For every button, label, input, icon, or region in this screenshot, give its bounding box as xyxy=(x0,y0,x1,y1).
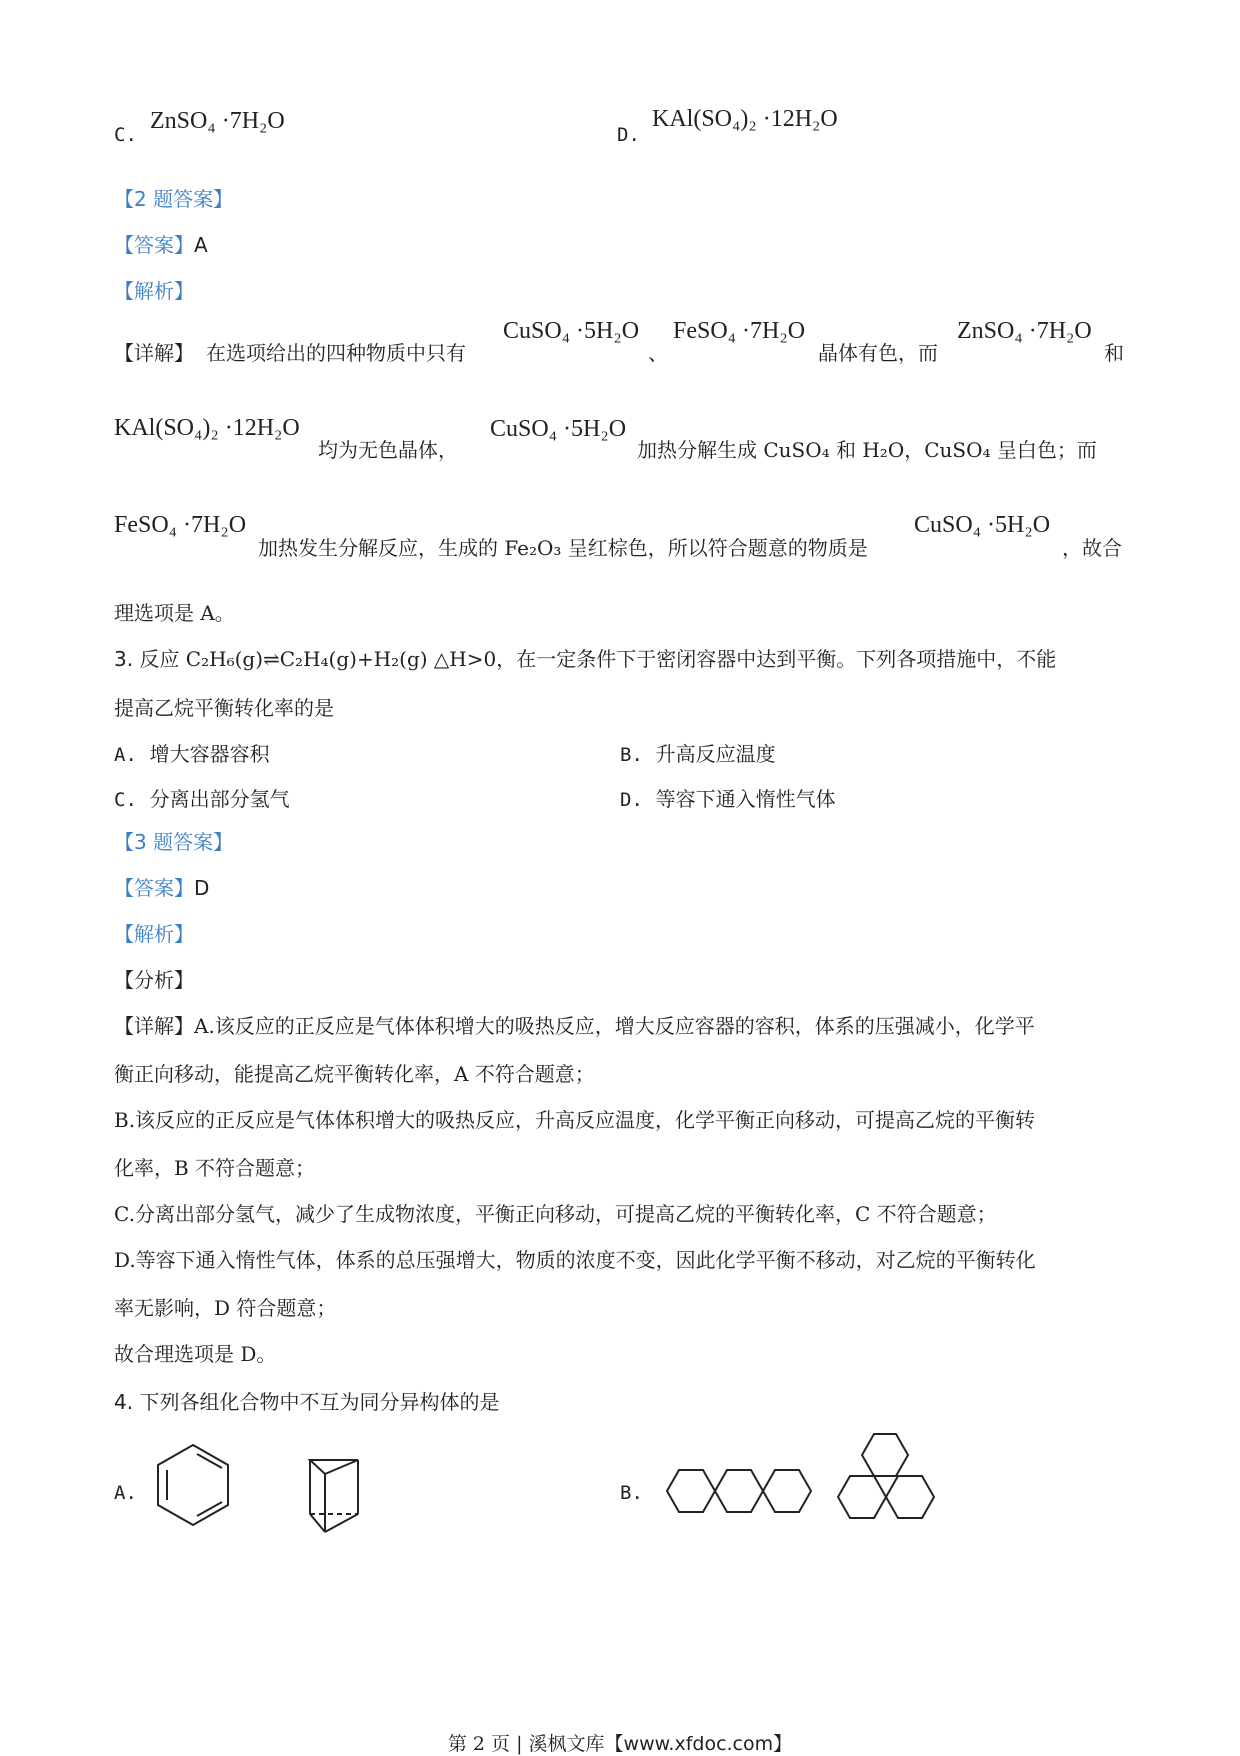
q2-answer-line xyxy=(114,229,208,258)
q2-detail-text-6: 加热发生分解反应，生成的 Fe₂O₃ 呈红棕色，所以符合题意的物质是 xyxy=(258,536,868,560)
formula-feso4: FeSO₄ ·7H₂O xyxy=(673,318,806,344)
q4-option-b-structures xyxy=(660,1430,950,1540)
benzene-structure xyxy=(158,1445,228,1525)
q4-option-a-label: A. xyxy=(114,1482,137,1504)
q4-option-b-label: B. xyxy=(620,1482,643,1504)
option-c-formula: ZnSO₄ ·7H₂O xyxy=(150,108,285,134)
q3-stem-line-1 xyxy=(114,643,1056,672)
page-number: 第 2 页 xyxy=(447,1733,511,1755)
q3-detail-c: C.分离出部分氢气，减少了生成物浓度，平衡正向移动，可提高乙烷的平衡转化率，C 不符合题意； xyxy=(114,1202,997,1226)
answer-value: A xyxy=(194,233,208,257)
q3-number: 3. xyxy=(114,647,134,671)
q2-detail-text-7: ，故合 xyxy=(1062,536,1122,560)
q3-detail-d-2: 率无影响，D 符合题意； xyxy=(114,1296,337,1320)
detail-tag: 【详解】 xyxy=(114,1014,194,1038)
option-label: D. xyxy=(620,789,643,811)
option-label: B. xyxy=(620,744,643,766)
q2-detail-tag: 【详解】 xyxy=(114,341,194,365)
formula-kal: KAl(SO₄)₂ ·12H₂O xyxy=(114,415,300,441)
q2-detail-text-5: 加热分解生成 CuSO₄ 和 H₂O，CuSO₄ 呈白色；而 xyxy=(637,438,1097,462)
formula-cuso4: CuSO₄ ·5H₂O xyxy=(503,318,640,344)
q3-option-c xyxy=(114,783,290,812)
q2-detail-text-8: 理选项是 A。 xyxy=(114,601,235,625)
q3-stem-line-2: 提高乙烷平衡转化率的是 xyxy=(114,696,334,720)
option-c-label: C. xyxy=(114,124,137,146)
option-text: 分离出部分氢气 xyxy=(149,787,290,811)
q3-answer-line xyxy=(114,872,209,901)
option-text: 增大容器容积 xyxy=(149,742,270,766)
q3-answer-header: 【3 题答案】 xyxy=(114,830,234,854)
answer-tag: 【答案】 xyxy=(114,876,194,900)
q2-detail-text-4: 均为无色晶体， xyxy=(318,438,458,462)
q3-option-a xyxy=(114,738,270,767)
option-text: 升高反应温度 xyxy=(655,742,776,766)
q3-option-d xyxy=(620,783,836,812)
q2-detail-text-1: 在选项给出的四种物质中只有 xyxy=(206,341,466,365)
q3-option-b xyxy=(620,738,776,767)
q3-detail-b-1: B.该反应的正反应是气体体积增大的吸热反应，升高反应温度，化学平衡正向移动，可提高乙烷的平衡转 xyxy=(114,1108,1036,1132)
answer-tag: 【答案】 xyxy=(114,233,194,257)
answer-value: D xyxy=(194,876,210,900)
site-url[interactable]: 【www.xfdoc.com】 xyxy=(604,1733,793,1755)
q4-option-a-structures xyxy=(150,1440,370,1540)
option-d-formula: KAl(SO₄)₂ ·12H₂O xyxy=(652,106,838,132)
q3-detail-a-2: 衡正向移动，能提高乙烷平衡转化率，A 不符合题意； xyxy=(114,1062,595,1086)
q3-stem: 反应 C₂H₆(g)⇌C₂H₄(g)+H₂(g) △H>0，在一定条件下于密闭容器中达到平衡。下列各项措施中，不能 xyxy=(139,647,1057,671)
q3-detail-b-2: 化率，B 不符合题意； xyxy=(114,1156,316,1180)
footer-separator: | xyxy=(510,1733,529,1755)
q3-detail-d-1: D.等容下通入惰性气体，体系的总压强增大，物质的浓度不变，因此化学平衡不移动，对乙烷的平衡转化 xyxy=(114,1248,1036,1272)
option-label: A. xyxy=(114,744,137,766)
page-footer xyxy=(0,1729,1240,1756)
formula-cuso4-b: CuSO₄ ·5H₂O xyxy=(490,416,627,442)
q2-analysis-tag: 【解析】 xyxy=(114,279,194,303)
q4-stem xyxy=(114,1386,499,1415)
formula-znso4: ZnSO₄ ·7H₂O xyxy=(957,318,1092,344)
formula-cuso4-c: CuSO₄ ·5H₂O xyxy=(914,512,1051,538)
q3-conclusion: 故合理选项是 D。 xyxy=(114,1342,277,1366)
q4-stem-text: 下列各组化合物中不互为同分异构体的是 xyxy=(139,1390,500,1414)
option-text: 等容下通入惰性气体 xyxy=(655,787,836,811)
q3-detail-a-1 xyxy=(114,1010,1035,1039)
option-label: C. xyxy=(114,789,137,811)
q3-analysis-tag: 【解析】 xyxy=(114,922,194,946)
q4-number: 4. xyxy=(114,1390,134,1414)
q2-detail-text-3: 和 xyxy=(1104,341,1124,365)
linear-tricyclic-structure xyxy=(667,1470,811,1512)
q2-answer-header: 【2 题答案】 xyxy=(114,187,234,211)
q2-detail-text-2: 晶体有色，而 xyxy=(818,341,938,365)
site-name: 溪枫文库 xyxy=(528,1733,605,1755)
formula-feso4-b: FeSO₄ ·7H₂O xyxy=(114,512,247,538)
angular-tricyclic-structure xyxy=(838,1434,934,1518)
separator: 、 xyxy=(648,341,668,365)
q3-fenxi-tag: 【分析】 xyxy=(114,968,194,992)
option-d-label: D. xyxy=(617,124,640,146)
prismane-structure xyxy=(310,1460,358,1532)
detail-text: A.该反应的正反应是气体体积增大的吸热反应，增大反应容器的容积，体系的压强减小，化学平 xyxy=(194,1014,1035,1038)
